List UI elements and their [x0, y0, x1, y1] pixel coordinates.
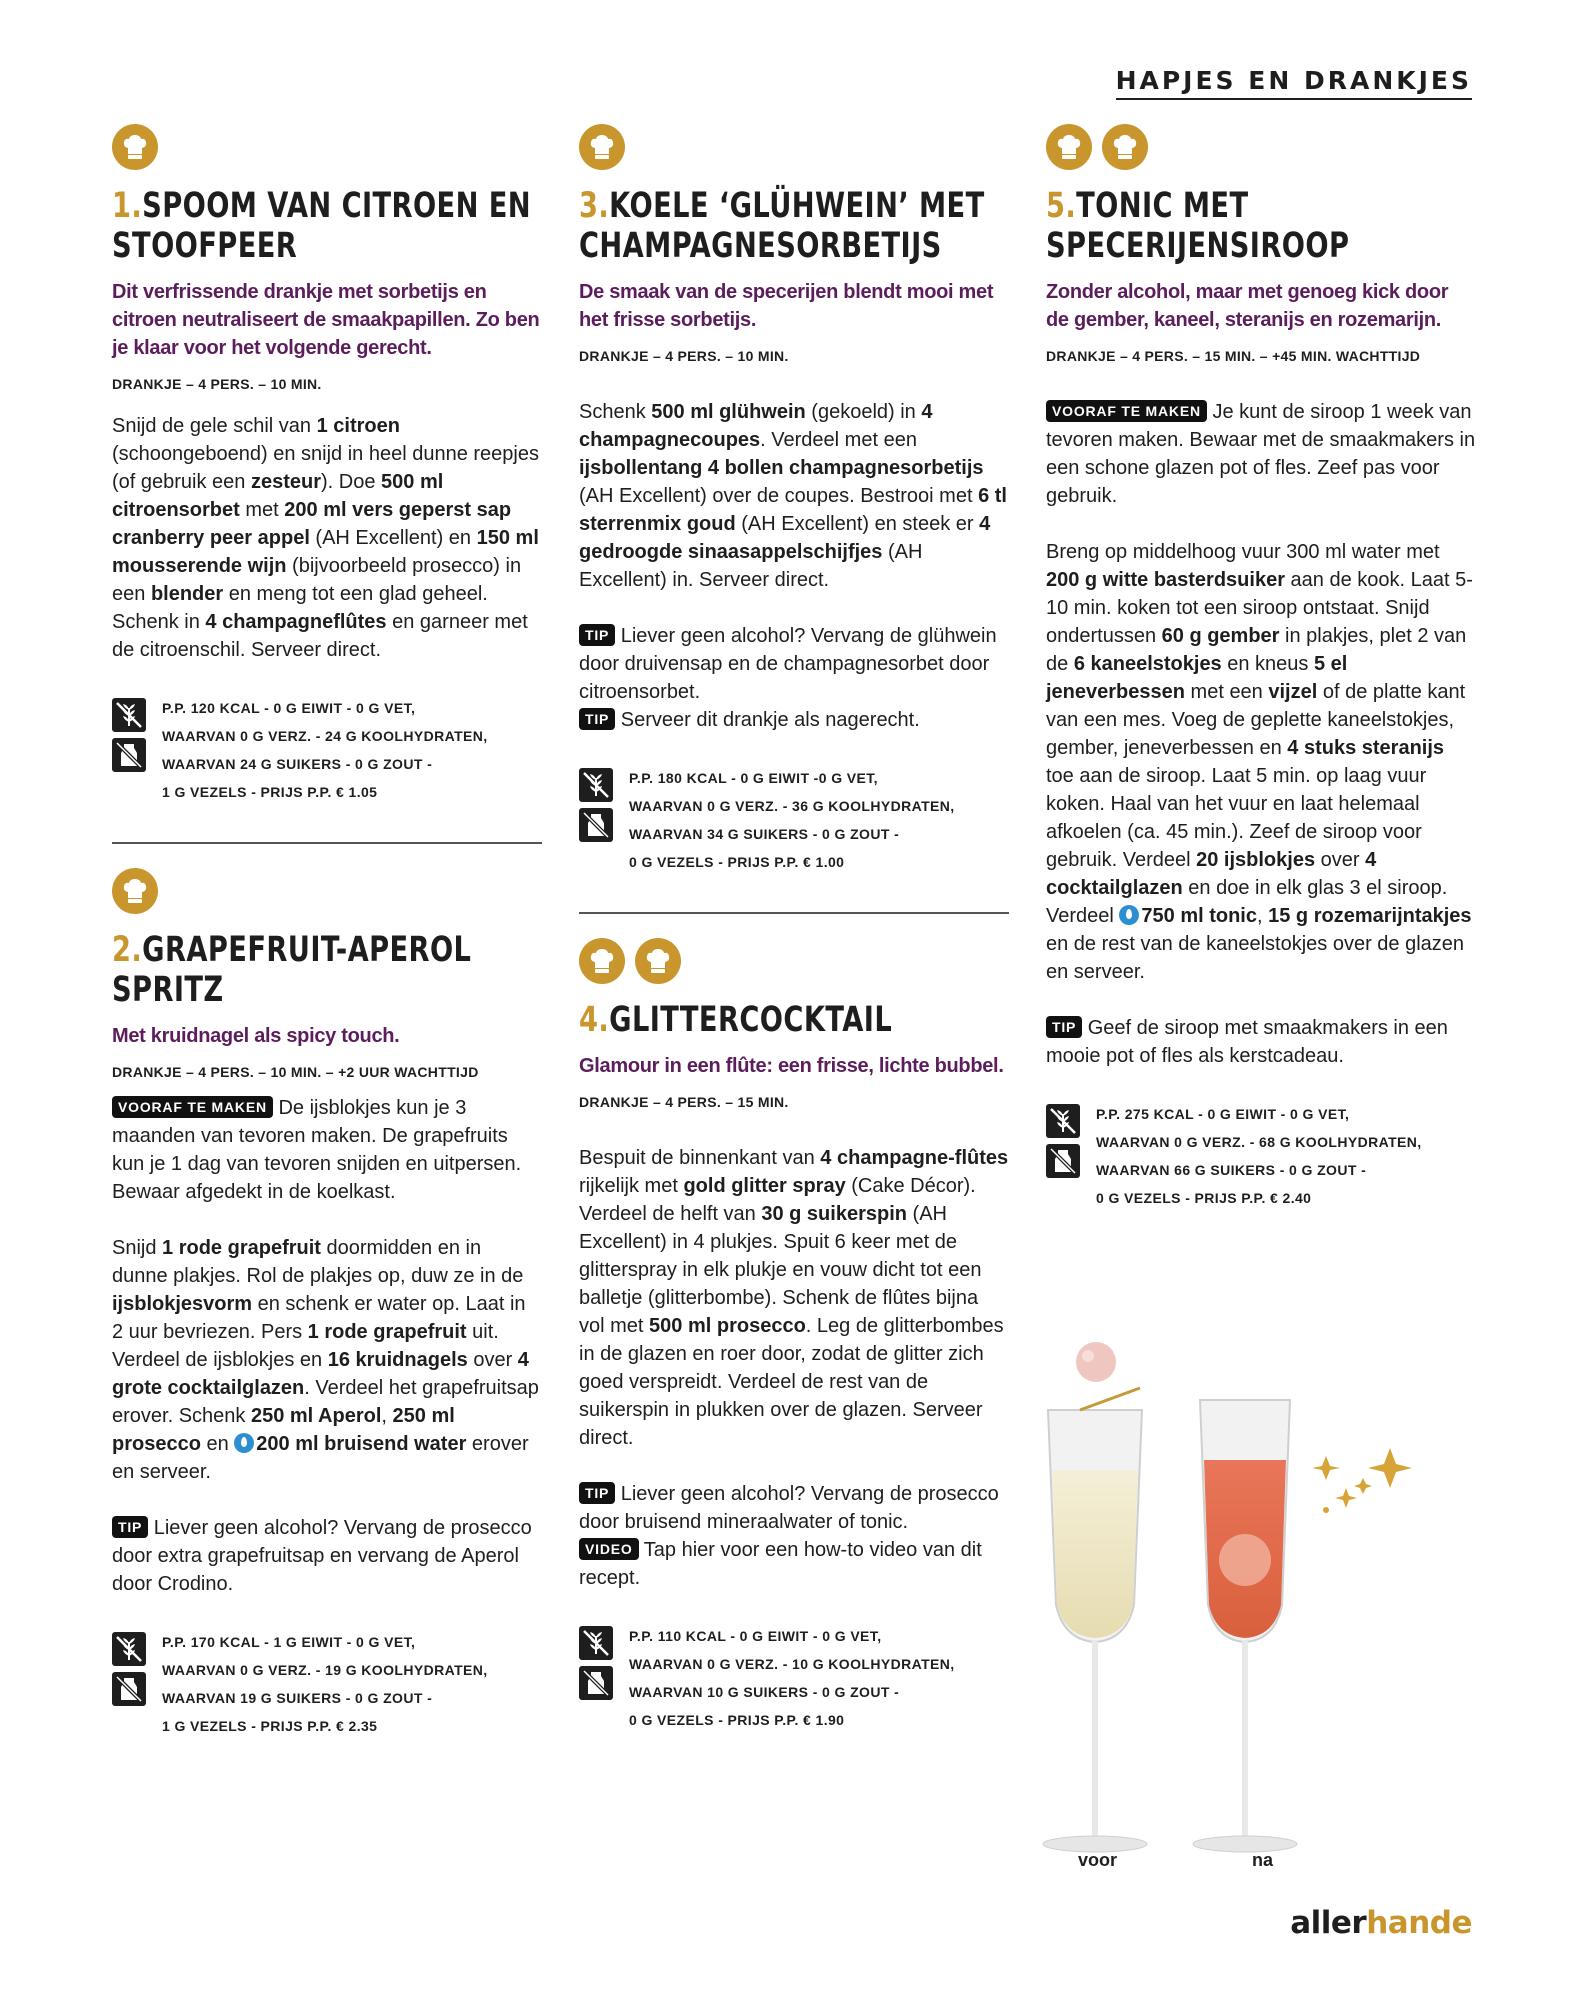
- nutrition-line: 0 G VEZELS - PRIJS P.P. € 2.40: [1096, 1190, 1312, 1206]
- nutrition-line: WAARVAN 0 G VERZ. - 68 G KOOLHYDRATEN,: [1096, 1134, 1422, 1150]
- recipe-meta: DRANKJE – 4 PERS. – 10 MIN.: [112, 376, 322, 392]
- recipe-steps: [112, 1094, 542, 1598]
- nutrition-line: 1 G VEZELS - PRIJS P.P. € 1.05: [162, 784, 378, 800]
- champagne-glasses-illustration: [1030, 1320, 1470, 1880]
- nutrition-line: 0 G VEZELS - PRIJS P.P. € 1.90: [629, 1712, 845, 1728]
- recipe-title: 3.KOELE ‘GLÜHWEIN’ MET CHAMPAGNESORBETIJS: [579, 186, 985, 266]
- gluten-free-icon: [112, 1632, 146, 1666]
- label-tag: VOORAF TE MAKEN: [1046, 400, 1207, 422]
- gluten-free-icon: [579, 1626, 613, 1660]
- before-after-photo: [1030, 1320, 1470, 1880]
- nutrition-line: P.P. 120 KCAL - 0 G EIWIT - 0 G VET,: [162, 700, 416, 716]
- lactose-free-icon: [579, 808, 613, 842]
- nutrition-line: WAARVAN 10 G SUIKERS - 0 G ZOUT -: [629, 1684, 900, 1700]
- chef-hat-icon: [635, 938, 681, 984]
- gluten-free-icon: [112, 698, 146, 732]
- recipe-meta: DRANKJE – 4 PERS. – 15 MIN. – +45 MIN. WACHTTIJD: [1046, 348, 1421, 364]
- nutrition-info: [1046, 1100, 1476, 1212]
- nutrition-line: WAARVAN 34 G SUIKERS - 0 G ZOUT -: [629, 826, 900, 842]
- nutrition-line: 1 G VEZELS - PRIJS P.P. € 2.35: [162, 1718, 378, 1734]
- divider: [579, 912, 1009, 914]
- chef-hat-icon: [1102, 124, 1148, 170]
- nutrition-line: WAARVAN 66 G SUIKERS - 0 G ZOUT -: [1096, 1162, 1367, 1178]
- recipe-meta: DRANKJE – 4 PERS. – 15 MIN.: [579, 1094, 789, 1110]
- nutrition-line: WAARVAN 0 G VERZ. - 24 G KOOLHYDRATEN,: [162, 728, 488, 744]
- recipe-title: 5.TONIC MET SPECERIJENSIROOP: [1046, 186, 1350, 266]
- divider: [112, 842, 542, 844]
- column-left: [112, 124, 542, 1740]
- nutrition-line: 0 G VEZELS - PRIJS P.P. € 1.00: [629, 854, 845, 870]
- nutrition-line: P.P. 110 KCAL - 0 G EIWIT - 0 G VET,: [629, 1628, 882, 1644]
- lactose-free-icon: [112, 1672, 146, 1706]
- lactose-free-icon: [579, 1666, 613, 1700]
- label-tag: TIP: [112, 1516, 148, 1538]
- label-tag: VOORAF TE MAKEN: [112, 1096, 273, 1118]
- label-tag[interactable]: VIDEO: [579, 1538, 639, 1560]
- recipe-steps: [1046, 398, 1476, 1070]
- recipe-number: 4.: [579, 1000, 610, 1040]
- difficulty-icons: [579, 938, 1009, 986]
- chef-hat-icon: [112, 868, 158, 914]
- recipe-steps: [579, 1144, 1009, 1592]
- recipe-intro: Met kruidnagel als spicy touch.: [112, 1025, 400, 1047]
- recipe-step: TIP Liever geen alcohol? Vervang de glühwein door druivensap en de champagnesorbet door citroensorbet. TIP Serveer dit drankje als nagerecht.: [579, 625, 997, 731]
- nutrition-line: WAARVAN 19 G SUIKERS - 0 G ZOUT -: [162, 1690, 433, 1706]
- recipe-step: Schenk 500 ml glühwein (gekoeld) in 4 champagnecoupes. Verdeel met een ijsbollentang 4 bollen champagnesorbetijs (AH Excellent) over de coupes. Bestrooi met 6 tl sterrenmix goud (AH Excellent) en steek er 4 gedroogde sinaasappelschijfjes (AH Excellent) in. Serveer direct.: [579, 401, 1007, 591]
- recipe-number: 2.: [112, 930, 143, 970]
- nutrition-line: WAARVAN 0 G VERZ. - 19 G KOOLHYDRATEN,: [162, 1662, 488, 1678]
- nutrition-line: P.P. 170 KCAL - 1 G EIWIT - 0 G VET,: [162, 1634, 416, 1650]
- recipe-3: [579, 124, 1009, 876]
- nutrition-info: [579, 764, 1009, 876]
- difficulty-icons: [1046, 124, 1476, 172]
- recipe-intro: De smaak van de specerijen blendt mooi met het frisse sorbetijs.: [579, 281, 994, 331]
- recipe-meta: DRANKJE – 4 PERS. – 10 MIN. – +2 UUR WACHTTIJD: [112, 1064, 479, 1080]
- difficulty-icons: [112, 868, 542, 916]
- nutrition-info: [112, 694, 542, 806]
- recipe-1: [112, 124, 542, 806]
- recipe-step: Snijd 1 rode grapefruit doormidden en in dunne plakjes. Rol de plakjes op, duw ze in de ijsblokjesvorm en schenk er water op. Laat in 2 uur bevriezen. Pers 1 rode grapefruit uit. Verdeel de ijsblokjes en 16 kruidnagels over 4 grote cocktailglazen. Verdeel het grapefruitsap erover. Schenk 250 ml Aperol, 250 ml prosecco en 200 ml bruisend water erover en serveer.: [112, 1237, 539, 1483]
- recipe-2: [112, 868, 542, 1740]
- label-tag: TIP: [579, 708, 615, 730]
- column-middle: [579, 124, 1009, 1734]
- difficulty-icons: [112, 124, 542, 172]
- chef-hat-icon: [112, 124, 158, 170]
- recipe-intro: Glamour in een flûte: een frisse, lichte bubbel.: [579, 1055, 1004, 1077]
- recipe-steps: [112, 412, 542, 664]
- recipe-step: TIP Geef de siroop met smaakmakers in een mooie pot of fles als kerstcadeau.: [1046, 1017, 1448, 1067]
- recipe-step: TIP Liever geen alcohol? Vervang de prosecco door extra grapefruitsap en vervang de Aperol door Crodino.: [112, 1517, 532, 1595]
- chef-hat-icon: [579, 938, 625, 984]
- nutrition-line: P.P. 180 KCAL - 0 G EIWIT -0 G VET,: [629, 770, 878, 786]
- recipe-step: Bespuit de binnenkant van 4 champagne-flûtes rijkelijk met gold glitter spray (Cake Décor). Verdeel de helft van 30 g suikerspin (AH Excellent) in 4 plukjes. Spuit 6 keer met de glitterspray in elk plukje en vouw dicht tot een balletje (glitterbombe). Schenk de flûtes bijna vol met 500 ml prosecco. Leg de glitterbombes in de glazen en roer door, zodat de glitter zich goed verspreidt. Verdeel de rest van de suikerspin in plukken over de glazen. Serveer direct.: [579, 1147, 1009, 1449]
- label-tag: TIP: [1046, 1016, 1082, 1038]
- recipe-title: 2.GRAPEFRUIT-APEROL SPRITZ: [112, 930, 472, 1010]
- recipe-number: 1.: [112, 186, 143, 226]
- recipe-intro: Zonder alcohol, maar met genoeg kick door de gember, kaneel, steranijs en rozemarijn.: [1046, 281, 1449, 331]
- recipe-number: 3.: [579, 186, 610, 226]
- lactose-free-icon: [112, 738, 146, 772]
- nutrition-line: WAARVAN 0 G VERZ. - 36 G KOOLHYDRATEN,: [629, 798, 955, 814]
- recipe-steps: [579, 398, 1009, 734]
- nutrition-line: P.P. 275 KCAL - 0 G EIWIT - 0 G VET,: [1096, 1106, 1350, 1122]
- nutrition-line: WAARVAN 24 G SUIKERS - 0 G ZOUT -: [162, 756, 433, 772]
- recipe-step: TIP Liever geen alcohol? Vervang de prosecco door bruisend mineraalwater of tonic. VIDEO Tap hier voor een how-to video van dit recept.: [579, 1483, 999, 1589]
- chef-hat-icon: [579, 124, 625, 170]
- allerhande-logo: allerhande: [1290, 1905, 1472, 1941]
- recipe-step: VOORAF TE MAKEN Je kunt de siroop 1 week van tevoren maken. Bewaar met de smaakmakers in een schone glazen pot of fles. Zeef pas voor gebruik.: [1046, 401, 1476, 507]
- recipe-step: VOORAF TE MAKEN De ijsblokjes kun je 3 maanden van tevoren maken. De grapefruits kun je 1 dag van tevoren snijden en uitpersen. Bewaar afgedekt in de koelkast.: [112, 1097, 522, 1203]
- nutrition-info: [112, 1628, 542, 1740]
- chef-hat-icon: [1046, 124, 1092, 170]
- recipe-4: [579, 938, 1009, 1734]
- gluten-free-icon: [579, 768, 613, 802]
- label-after: na: [1252, 1850, 1274, 1870]
- recipe-step: Breng op middelhoog vuur 300 ml water met 200 g witte basterdsuiker aan de kook. Laat 5-10 min. koken tot een siroop ontstaat. Snijd ondertussen 60 g gember in plakjes, plet 2 van de 6 kaneelstokjes en kneus 5 el jeneverbessen met een vijzel of de platte kant van een mes. Voeg de geplette kaneelstokjes, gember, jeneverbessen en 4 stuks steranijs toe aan de siroop. Laat 5 min. op laag vuur koken. Haal van het vuur en laat helemaal afkoelen (ca. 45 min.). Zeef de siroop voor gebruik. Verdeel 20 ijsblokjes over 4 cocktailglazen en doe in elk glas 3 el siroop. Verdeel 750 ml tonic, 15 g rozemarijntakjes en de rest van de kaneelstokjes over de glazen en serveer.: [1046, 541, 1473, 983]
- nutrition-line: WAARVAN 0 G VERZ. - 10 G KOOLHYDRATEN,: [629, 1656, 955, 1672]
- recipe-intro: Dit verfrissende drankje met sorbetijs en citroen neutraliseert de smaakpapillen. Zo ben je klaar voor het volgende gerecht.: [112, 281, 540, 359]
- recipe-title: 4.GLITTERCOCKTAIL: [579, 1000, 893, 1040]
- recipe-number: 5.: [1046, 186, 1077, 226]
- column-right: [1046, 124, 1476, 1212]
- label-tag: TIP: [579, 624, 615, 646]
- label-tag: TIP: [579, 1482, 615, 1504]
- label-before: voor: [1078, 1850, 1118, 1870]
- lactose-free-icon: [1046, 1144, 1080, 1178]
- recipe-5: [1046, 124, 1476, 1212]
- water-drop-icon: [1119, 905, 1139, 925]
- section-label: HAPJES EN DRANKJES: [1116, 66, 1472, 100]
- difficulty-icons: [579, 124, 1009, 172]
- recipe-meta: DRANKJE – 4 PERS. – 10 MIN.: [579, 348, 789, 364]
- nutrition-info: [579, 1622, 1009, 1734]
- recipe-step: Snijd de gele schil van 1 citroen (schoongeboend) en snijd in heel dunne reepjes (of gebruik een zesteur). Doe 500 ml citroensorbet met 200 ml vers geperst sap cranberry peer appel (AH Excellent) en 150 ml mousserende wijn (bijvoorbeeld prosecco) in een blender en meng tot een glad geheel. Schenk in 4 champagneflûtes en garneer met de citroenschil. Serveer direct.: [112, 415, 539, 661]
- recipe-title: 1.SPOOM VAN CITROEN EN STOOFPEER: [112, 186, 532, 266]
- gluten-free-icon: [1046, 1104, 1080, 1138]
- water-drop-icon: [234, 1433, 254, 1453]
